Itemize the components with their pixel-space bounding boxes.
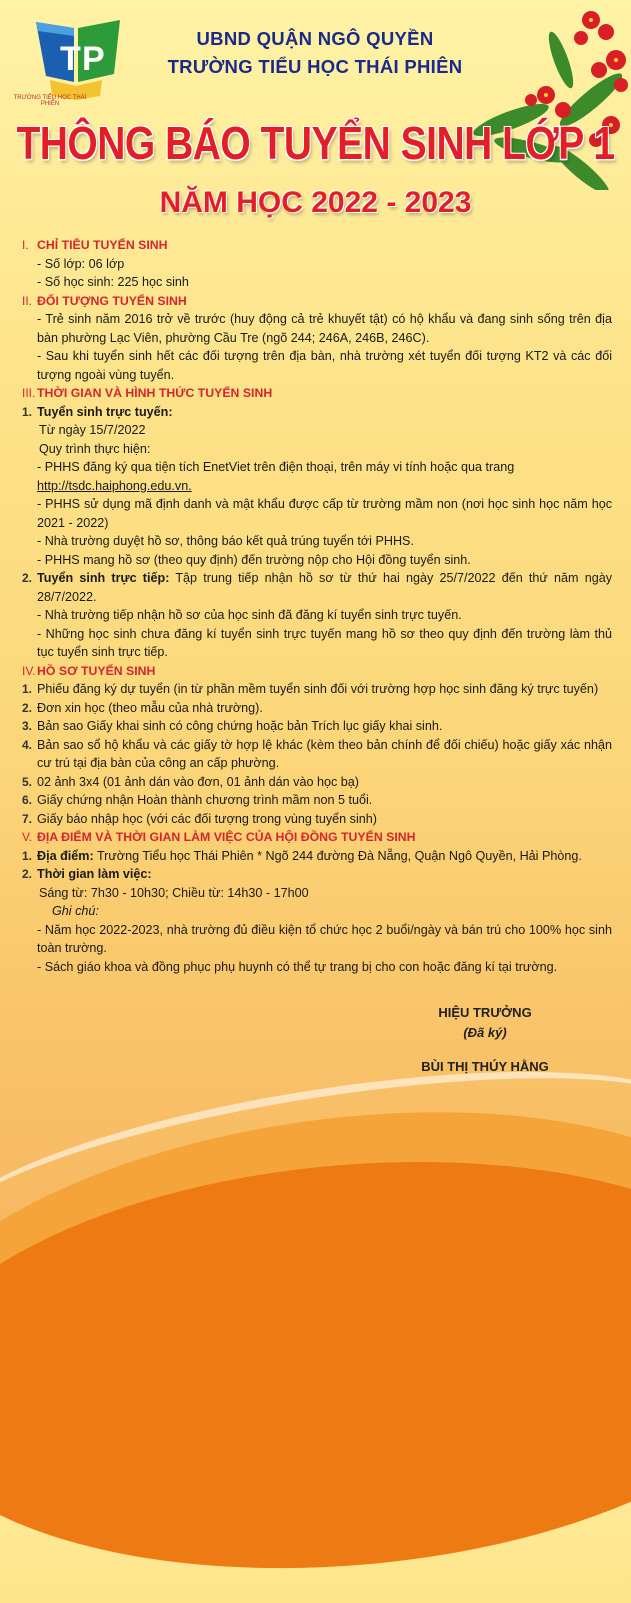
registration-link[interactable]: http://tsdc.haiphong.edu.vn.: [37, 478, 192, 493]
item-number: 1.: [22, 682, 33, 696]
section-title: ĐỊA ĐIỂM VÀ THỜI GIAN LÀM VIỆC CỦA HỘI ĐỒNG TUYỂN SINH: [37, 830, 416, 844]
item-text: Đơn xin học (theo mẫu của nhà trường).: [37, 700, 263, 715]
announcement-body: [22, 236, 612, 976]
page-title: THÔNG BÁO TUYỂN SINH LỚP 1: [16, 119, 615, 170]
item-title: Tuyển sinh trực tiếp:: [37, 571, 170, 585]
section-title: HỒ SƠ TUYỂN SINH: [37, 663, 156, 678]
note-label: Ghi chú:: [52, 904, 99, 918]
header-org: UBND QUẬN NGÔ QUYỀN: [196, 28, 434, 49]
section-number: V.: [22, 830, 33, 844]
svg-text:P: P: [82, 40, 105, 78]
section-4-heading: [22, 662, 612, 681]
text-line: - PHHS sử dụng mã định danh và mật khẩu được cấp từ trường mầm non (nơi học sinh học năm học 2021 - 2022): [37, 497, 612, 530]
text-line: - Sau khi tuyển sinh hết các đối tượng trên địa bàn, nhà trường xét tuyển đối tượng KT2 và các đối tượng ngoài vùng tuyển.: [37, 349, 612, 382]
section-title: CHỈ TIÊU TUYỂN SINH: [37, 238, 168, 252]
hours-item: [22, 865, 612, 884]
page-subtitle: NĂM HỌC 2022 - 2023: [159, 186, 472, 219]
text-line: - Nhà trường duyệt hồ sơ, thông báo kết quả trúng tuyển tới PHHS.: [37, 534, 414, 548]
item-title: Tuyển sinh trực tuyến:: [37, 404, 173, 419]
text-line: - Năm học 2022-2023, nhà trường đủ điều kiện tổ chức học 2 buổi/ngày và bán trú cho 100% học sinh toàn trường.: [37, 922, 612, 955]
document-item: [22, 773, 612, 792]
signed-status: (Đã ký): [463, 1025, 507, 1040]
item-number: 3.: [22, 719, 33, 733]
svg-text:T: T: [60, 40, 81, 78]
item-text: Giấy báo nhập học (với các đối tượng trong vùng tuyển sinh): [37, 811, 377, 826]
signer-name: BÙI THỊ THÚY HẰNG: [421, 1059, 549, 1074]
text-line: Từ ngày 15/7/2022: [39, 423, 146, 437]
document-item: [22, 699, 612, 718]
text-line: - PHHS đăng ký qua tiện tích EnetViet trên điện thoại, trên máy vi tính hoặc qua trang: [37, 460, 515, 474]
header-school: TRƯỜNG TIỂU HỌC THÁI PHIÊN: [167, 56, 463, 77]
item-number: 7.: [22, 811, 33, 826]
item-text: Giấy chứng nhận Hoàn thành chương trình mầm non 5 tuổi.: [37, 793, 373, 807]
item-number: 5.: [22, 774, 33, 789]
section-number: IV.: [22, 663, 36, 678]
section-2-heading: [22, 292, 612, 311]
item-text: 02 ảnh 3x4 (01 ảnh dán vào đơn, 01 ảnh dán vào học bạ): [37, 774, 359, 789]
document-item: [22, 717, 612, 736]
section-1-heading: [22, 236, 612, 255]
text-line: - Sách giáo khoa và đồng phục phụ huynh có thể tự trang bị cho con hoặc đăng kí tại trường.: [37, 959, 558, 974]
text-line: - PHHS mang hồ sơ (theo quy định) đến trường nộp cho Hội đồng tuyển sinh.: [37, 552, 471, 567]
document-item: [22, 736, 612, 773]
item-number: 2.: [22, 867, 33, 881]
section-number: I.: [22, 238, 29, 252]
item-number: 1.: [22, 848, 33, 863]
logo-caption: TRƯỜNG TIỂU HỌC THÁI PHIÊN: [13, 95, 87, 107]
location-item: [22, 847, 612, 866]
document-item: [22, 791, 612, 810]
text-line: - Số học sinh: 225 học sinh: [37, 275, 189, 289]
section-title: THỜI GIAN VÀ HÌNH THỨC TUYỂN SINH: [37, 386, 273, 400]
item-number: 1.: [22, 404, 33, 419]
school-logo-icon: [30, 14, 126, 106]
section-5-heading: [22, 828, 612, 847]
item-label: Thời gian làm việc:: [37, 867, 152, 881]
document-item: [22, 810, 612, 829]
item-number: 2.: [22, 571, 33, 585]
item-number: 4.: [22, 737, 33, 752]
section-number: II.: [22, 293, 33, 308]
text-line: - Trẻ sinh năm 2016 trở về trước (huy động cả trẻ khuyết tật) có hộ khẩu và đang sinh sống trên địa bàn phường Lạc Viên, phường Cầu Tre (ngõ 244; 246A, 246B, 246C).: [37, 312, 612, 345]
item-number: 6.: [22, 793, 33, 807]
text-line: Quy trình thực hiện:: [39, 441, 151, 456]
section-title: ĐỐI TƯỢNG TUYỂN SINH: [37, 293, 187, 308]
item-text: Phiếu đăng ký dự tuyển (in từ phần mềm tuyển sinh đối với trường hợp học sinh đăng ký trực tuyến): [37, 682, 599, 696]
text-line: - Những học sinh chưa đăng kí tuyển sinh trực tuyến mang hồ sơ theo quy định đến trường làm thủ tục tuyển sinh trực tiếp.: [37, 626, 612, 659]
section-3-heading: [22, 384, 612, 403]
item-text: Tập trung tiếp nhận hồ sơ từ thứ hai ngày 25/7/2022 đến thứ năm ngày 28/7/2022.: [37, 571, 612, 604]
document-item: [22, 680, 612, 699]
section-number: III.: [22, 386, 36, 400]
item-text: Bản sao Giấy khai sinh có công chứng hoặc bản Trích lục giấy khai sinh.: [37, 719, 443, 733]
text-line: - Nhà trường tiếp nhận hồ sơ của học sinh đã đăng kí tuyển sinh trực tuyến.: [37, 608, 462, 622]
text-line: - Số lớp: 06 lớp: [37, 256, 125, 271]
item-text: Bản sao sổ hộ khẩu và các giấy tờ hợp lệ khác (kèm theo bản chính để đối chiếu) hoặc giấy xác nhận cư trú tại địa bàn của công an cấp phường.: [37, 737, 612, 770]
item-label: Địa điểm:: [37, 848, 94, 863]
item-text: Trường Tiểu học Thái Phiên * Ngõ 244 đường Đà Nẵng, Quận Ngô Quyền, Hải Phòng.: [93, 848, 582, 863]
signer-role: HIỆU TRƯỞNG: [438, 1005, 532, 1020]
item-number: 2.: [22, 700, 33, 715]
numbered-item: [22, 403, 612, 422]
numbered-item: [22, 569, 612, 606]
working-hours: Sáng từ: 7h30 - 10h30; Chiều từ: 14h30 - 17h00: [39, 885, 309, 900]
